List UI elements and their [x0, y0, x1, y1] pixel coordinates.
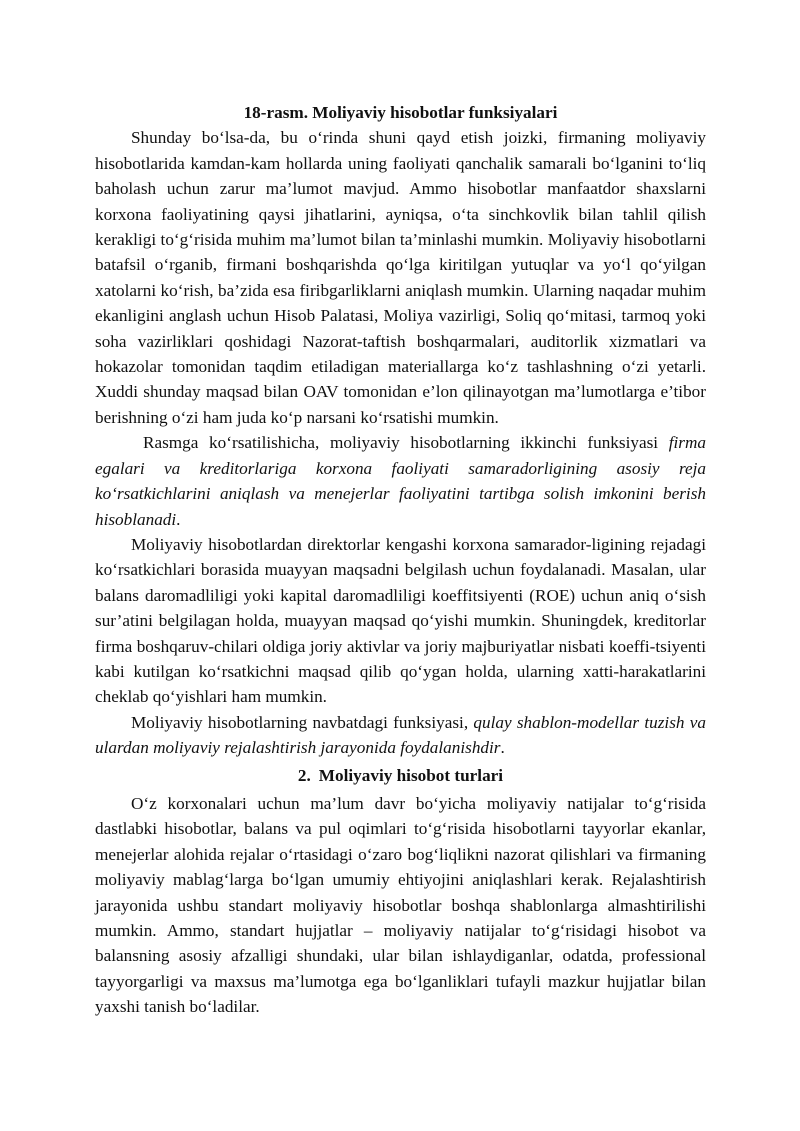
document-page [95, 100, 706, 1020]
paragraph-4 [95, 710, 706, 761]
paragraph-4-emphasis: qulay shablon-modellar tuzish va ulardan moliyaviy rejalashtirish jarayonida foydalanishdir [95, 712, 706, 758]
section-title: Moliyaviy hisobot turlari [318, 765, 504, 785]
paragraph-1: Shunday bo‘lsa-da, bu o‘rinda shuni qayd etish joizki, firmaning moliyaviy hisobotlarida kamdan-kam hollarda uning faoliyati qanchalik samarali bo‘lganini to‘liq baholash uchun zarur ma’lumot mavjud. Ammo hisobotlar manfaatdor shaxslarni korxona faoliyatining qaysi jihatlarini, ayniqsa, o‘ta sinchkovlik bilan tahlil qilish kerakligi to‘g‘risida muhim ma’lumot bilan ta’minlashi mumkin. Moliyaviy hisobotlarni batafsil o‘rganib, firmani boshqarishda qo‘lga kiritilgan yutuqlar va yo‘l qo‘yilgan xatolarni ko‘rish, ba’zida esa firibgarliklarni aniqlash mumkin. Ularning naqadar muhim ekanligini anglash uchun Hisob Palatasi, Moliya vazirligi, Soliq qo‘mitasi, tarmoq yoki soha vazirliklari qoshidagi Nazorat-taftish boshqarmalari, auditorlik xizmatlari va hokazolar tomonidan taqdim etiladigan materiallarga ko‘z tashlashning o‘zi yetarli. Xuddi shunday maqsad bilan OAV tomonidan e’lon qilinayotgan ma’lumotlarga e’tibor berishning o‘zi ham juda ko‘p narsani ko‘rsatishi mumkin. [95, 128, 706, 427]
section-heading [95, 763, 706, 788]
paragraph-4-lead: Moliyaviy hisobotlarning navbatdagi funksiyasi, [131, 712, 469, 732]
paragraph-3: Moliyaviy hisobotlardan direktorlar kengashi korxona samarador-ligining rejadagi ko‘rsatkichlari borasida muayyan maqsadni belgilash uchun foydalanadi. Masalan, ular balans daromadliligi yoki kapital daromadliligi koeffitsiyenti (ROE) uchun aniq o‘sish sur’atini belgilagan holda, muayyan maqsad qo‘yishi mumkin. Shuningdek, kreditorlar firma boshqaruv-chilari oldiga joriy aktivlar va joriy majburiyatlar nisbati koeffi-tsiyenti kabi kutilgan ko‘rsatkichni maqsad qilib qo‘ygan holda, ularning xatti-harakatlarini cheklab qo‘yishlari ham mumkin. [95, 534, 706, 707]
figure-caption: 18-rasm. Moliyaviy hisobotlar funksiyalari [243, 103, 558, 122]
paragraph-2-tail: . [176, 509, 181, 529]
section-number: 2. [297, 765, 311, 785]
paragraph-2-emphasis: firma egalari va kreditorlariga korxona faoliyati samaradorligining asosiy reja ko‘rsatkichlarini aniqlash va menejerlar faoliyatini tartibga solish imkonini berish hisoblanadi [95, 433, 706, 529]
paragraph-2-lead: Rasmga ko‘rsatilishicha, moliyaviy hisobotlarning ikkinchi funksiyasi [143, 433, 659, 453]
paragraph-5: O‘z korxonalari uchun ma’lum davr bo‘yicha moliyaviy natijalar to‘g‘risida dastlabki hisobotlar, balans va pul oqimlari to‘g‘risida hisobotlarni tayyorlar ekanlar, menejerlar alohida rejalar o‘rtasidagi o‘zaro bog‘liqlikni nazorat qilishlari va firmaning moliyaviy mablag‘larga bo‘lgan umumiy ehtiyojini aniqlashlari kerak. Rejalashtirish jarayonida ushbu standart moliyaviy hisobotlar boshqa shablonlarga almashtirilishi mumkin. Ammo, standart hujjatlar – moliyaviy natijalar to‘g‘risidagi hisobot va balansning asosiy afzalligi shundaki, ular bilan ishlaydiganlar, odatda, professional tayyorgarligi va maxsus ma’lumotga ega bo‘lganliklari tufayli mazkur hujjatlar bilan yaxshi tanish bo‘ladilar. [95, 793, 706, 1017]
paragraph-4-tail: . [500, 738, 505, 758]
paragraph-2 [95, 430, 706, 532]
